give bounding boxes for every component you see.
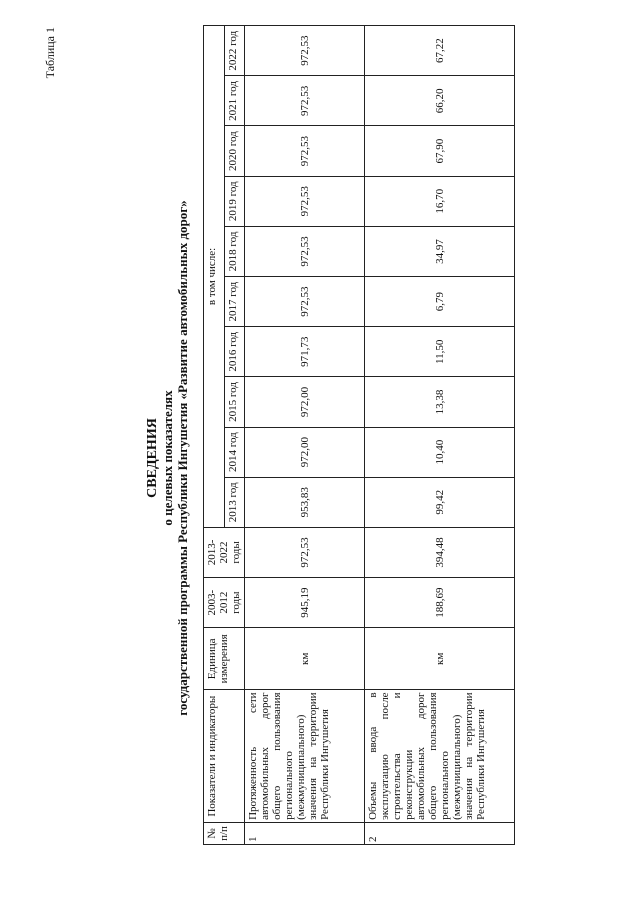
- row-year-value: 16,70: [365, 176, 515, 226]
- title-line-2: о целевых показателях: [160, 390, 175, 526]
- row-year-value: 34,97: [365, 226, 515, 276]
- row-year-value: 67,90: [365, 126, 515, 176]
- row-num: 2: [365, 822, 515, 844]
- table-row: [365, 26, 515, 845]
- header-row-1: [204, 26, 225, 845]
- row-period-2003-2012: 945,19: [245, 578, 365, 628]
- row-unit: км: [365, 628, 515, 690]
- header-year: 2019 год: [224, 176, 245, 226]
- header-year: 2020 год: [224, 126, 245, 176]
- row-period-2013-2022: 972,53: [245, 527, 365, 577]
- row-year-value: 971,73: [245, 327, 365, 377]
- header-period-2003-2012: 2003-2012 годы: [204, 578, 245, 628]
- row-indicator: Протяженность сети автомобильных дорог общего пользования регионального (межмуниципального) значения на территории Республики Ингушетия: [245, 690, 365, 822]
- row-period-2013-2022: 394,48: [365, 527, 515, 577]
- row-year-value: 972,53: [245, 76, 365, 126]
- header-indicator: Показатели и индикаторы: [204, 690, 245, 822]
- row-period-2003-2012: 188,69: [365, 578, 515, 628]
- row-year-value: 972,53: [245, 176, 365, 226]
- table-label: Таблица 1: [43, 27, 57, 79]
- row-year-value: 972,00: [245, 377, 365, 427]
- header-year: 2013 год: [224, 477, 245, 527]
- header-unit: Единица измерения: [204, 628, 245, 690]
- header-period-2013-2022: 2013-2022 годы: [204, 527, 245, 577]
- header-year: 2021 год: [224, 76, 245, 126]
- header-year: 2022 год: [224, 26, 245, 76]
- header-num: № п/п: [204, 822, 245, 844]
- row-year-value: 6,79: [365, 277, 515, 327]
- header-year: 2017 год: [224, 277, 245, 327]
- row-year-value: 972,53: [245, 26, 365, 76]
- row-year-value: 972,53: [245, 226, 365, 276]
- row-year-value: 66,20: [365, 76, 515, 126]
- row-year-value: 972,53: [245, 277, 365, 327]
- indicators-table: [203, 25, 515, 845]
- header-year: 2018 год: [224, 226, 245, 276]
- table-row: [245, 26, 365, 845]
- row-year-value: 972,00: [245, 427, 365, 477]
- row-year-value: 10,40: [365, 427, 515, 477]
- row-unit: км: [245, 628, 365, 690]
- row-year-value: 67,22: [365, 26, 515, 76]
- header-year: 2016 год: [224, 327, 245, 377]
- row-year-value: 972,53: [245, 126, 365, 176]
- row-year-value: 13,38: [365, 377, 515, 427]
- row-num: 1: [245, 822, 365, 844]
- row-year-value: 11,50: [365, 327, 515, 377]
- header-year: 2015 год: [224, 377, 245, 427]
- row-year-value: 99,42: [365, 477, 515, 527]
- title-block: [145, 23, 190, 893]
- rotated-content: [45, 23, 605, 893]
- header-year: 2014 год: [224, 427, 245, 477]
- title-line-1: СВЕДЕНИЯ: [145, 418, 160, 498]
- row-indicator: Объемы ввода в эксплуатацию после строительства и реконструкции автомобильных дорог общего пользования регионального (межмуниципального) значения на территории Республики Ингушетия: [365, 690, 515, 822]
- row-year-value: 953,83: [245, 477, 365, 527]
- title-line-3: государственной программы Республики Ингушетия «Развитие автомобильных дорог»: [175, 200, 190, 716]
- header-including: в том числе:: [204, 26, 225, 528]
